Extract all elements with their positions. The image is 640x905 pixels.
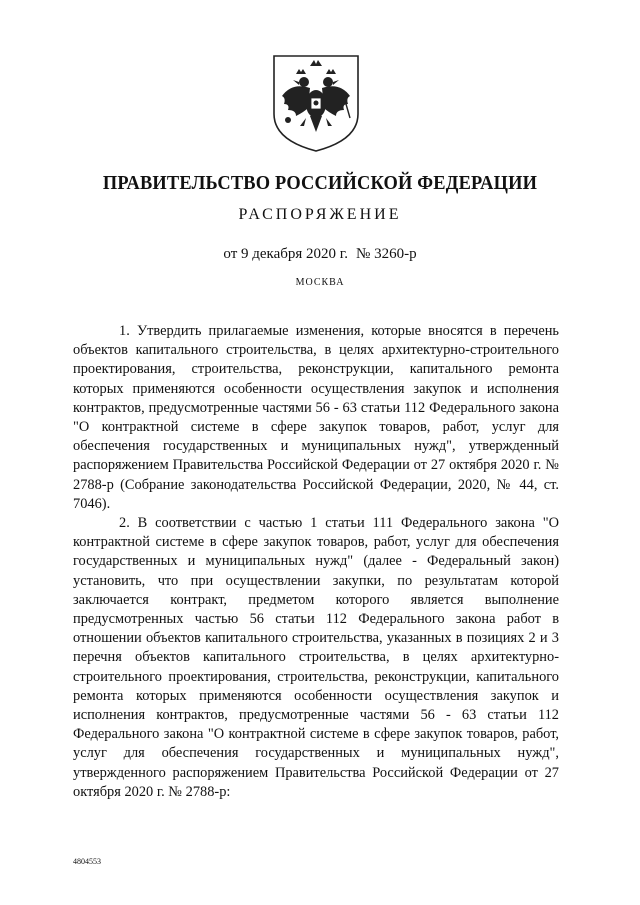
government-title: ПРАВИТЕЛЬСТВО РОССИЙСКОЙ ФЕДЕРАЦИИ: [102, 172, 538, 194]
date-number-line: [0, 246, 640, 263]
coat-of-arms-icon: [270, 52, 362, 154]
document-date: от 9 декабря 2020 г.: [223, 246, 349, 262]
document-body: [73, 322, 559, 802]
document-type: РАСПОРЯЖЕНИЕ: [238, 206, 402, 223]
paragraph-1: 1. Утвердить прилагаемые изменения, которые вносятся в перечень объектов капитального строительства, в целях архитектурно-строительного проектирования, строительства, реконструкции, капитального ремонта которых применяются особенности осуществления закупок и исполнения контрактов, предусмотренные частями 56 - 63 статьи 112 Федерального закона "О контрактной системе в сфере закупок товаров, работ, услуг для обеспечения государственных и муниципальных нужд", утвержденный распоряжением Правительства Российской Федерации от 27 октября 2020 г. № 2788-р (Собрание законодательства Российской Федерации, 2020, № 44, ст. 7046).: [73, 323, 559, 512]
city-name: МОСКВА: [295, 277, 345, 288]
document-code: 4804553: [73, 857, 101, 866]
paragraph-2: 2. В соответствии с частью 1 статьи 111 Федерального закона "О контрактной системе в сфере закупок товаров, работ, услуг для обеспечения государственных и муниципальных нужд" (далее - Федеральный закон) установить, что при осуществлении закупки, по результатам которой заключается контракт, предметом которого является выполнение предусмотренных частью 56 статьи 112 Федерального закона работ в отношении объектов капитального строительства, указанных в позициях 2 и 3 перечня объектов капитального строительства, в целях архитектурно-строительного проектирования, строительства, реконструкции, капитального ремонта которых применяются особенности осуществления закупок и исполнения контрактов, предусмотренные частями 56 - 63 статьи 112 Федерального закона "О контрактной системе в сфере закупок товаров, работ, услуг для обеспечения государственных и муниципальных нужд", утвержденного распоряжением Правительства Российской Федерации от 27 октября 2020 г. № 2788-р:: [73, 515, 559, 800]
document-number: № 3260-р: [356, 246, 417, 262]
